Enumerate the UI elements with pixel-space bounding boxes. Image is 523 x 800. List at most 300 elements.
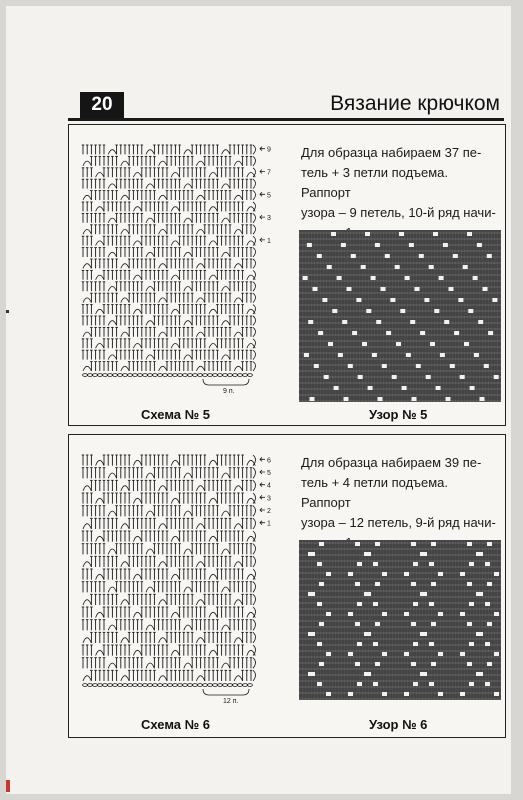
chain-stitch [93,374,98,377]
mesh-hole [458,298,463,302]
mesh-hole [480,397,485,401]
chain-arc [209,309,217,314]
chain-stitch [98,374,103,377]
chain-arc [146,150,154,155]
chain-arc [133,498,141,503]
mesh-hole [381,287,386,291]
chain-arc [171,460,179,465]
chain-arc [234,366,242,371]
mesh-hole [431,582,436,586]
chain-stitch [208,374,213,377]
description-line: тель + 4 петли подъема. Раппорт [301,475,449,510]
chain-stitch [158,374,163,377]
chain-arc [222,321,230,326]
mesh-hole [464,342,469,346]
chain-arc [196,195,204,200]
chain-stitch [208,684,213,687]
mesh-hole [375,542,380,546]
mesh-hole [308,632,313,636]
chain-stitch [213,684,218,687]
chain-arc [222,218,230,223]
mesh-hole [357,682,362,686]
chain-arc [184,549,192,554]
turning-chain [253,531,256,542]
row-number: 7 [267,169,271,177]
chain-arc [209,344,217,349]
mesh-hole [314,364,319,368]
chain-arc [121,524,129,529]
chain-stitch [163,374,168,377]
turning-chain [253,582,256,593]
chain-arc [121,230,129,235]
mesh-hole [319,662,324,666]
mesh-hole [382,692,387,696]
mesh-hole [467,232,472,236]
mesh-hole [382,572,387,576]
mesh-hole [487,254,492,258]
mesh-hole [438,652,443,656]
mesh-hole [467,582,472,586]
mesh-hole [319,582,324,586]
mesh-hole [307,243,312,247]
chain-arc [108,355,116,360]
scheme-caption-6: Схема № 6 [141,717,210,732]
turning-chain [253,270,256,279]
mesh-hole [319,542,324,546]
pattern-panel-5 [68,124,506,426]
mesh-hole [351,254,356,258]
chain-arc [222,511,230,516]
chain-arc [196,524,204,529]
chain-arc [146,355,154,360]
chain-arc [146,473,154,478]
turning-chain [253,259,256,268]
chain-arc [146,218,154,223]
row-arrow [260,147,265,151]
chain-stitch [173,374,178,377]
chain-stitch [238,684,243,687]
chain-stitch [218,374,223,377]
chain-stitch [113,684,118,687]
mesh-hole [433,232,438,236]
chain-arc [171,173,179,178]
mesh-hole [331,232,336,236]
mesh-hole [487,662,492,666]
mesh-hole [355,622,360,626]
chain-arc [146,549,154,554]
chain-arc [108,473,116,478]
row-number: 4 [267,482,271,490]
crochet-scheme-6 [77,445,273,705]
mesh-hole [460,652,465,656]
description-line: Для образца набираем 37 пе- [301,145,482,160]
mesh-hole [412,397,417,401]
chain-arc [234,161,242,166]
mesh-hole [468,309,473,313]
turning-chain [253,362,256,371]
turning-chain [253,293,256,302]
chain-arc [234,332,242,337]
chain-arc [83,264,91,269]
chain-arc [159,638,167,643]
chain-stitch [223,374,228,377]
chain-arc [159,524,167,529]
mesh-hole [399,232,404,236]
scan-dot [6,310,9,313]
mesh-hole [348,652,353,656]
chain-arc [121,638,129,643]
chain-arc [146,663,154,668]
mesh-hole [404,612,409,616]
chain-arc [171,207,179,212]
mesh-hole [347,287,352,291]
chain-stitch [203,684,208,687]
chain-arc [196,486,204,491]
chain-arc [234,195,242,200]
chain-arc [234,298,242,303]
chain-arc [108,663,116,668]
mesh-hole [487,582,492,586]
mesh-hole [373,682,378,686]
row-number: 6 [267,457,271,465]
chain-arc [196,161,204,166]
mesh-hole [355,662,360,666]
chain-arc [96,275,104,280]
mesh-hole [494,572,499,576]
chain-arc [171,241,179,246]
turning-chain [253,350,256,359]
chain-arc [234,676,242,681]
mesh-hole [357,642,362,646]
chain-arc [108,549,116,554]
chain-stitch [193,374,198,377]
mesh-hole [438,692,443,696]
row-number: 1 [267,237,271,245]
mesh-hole [429,602,434,606]
chain-arc [121,195,129,200]
mesh-hole [411,662,416,666]
chain-arc [133,173,141,178]
chain-arc [184,473,192,478]
scheme-diagram-6 [77,445,273,705]
mesh-hole [413,602,418,606]
mesh-hole [434,309,439,313]
chain-stitch [198,374,203,377]
mesh-hole [304,353,309,357]
mesh-hole [485,642,490,646]
scheme-caption-5: Схема № 5 [141,407,210,422]
mesh-hole [420,552,425,556]
mesh-hole [478,320,483,324]
mesh-hole [429,682,434,686]
row-arrow [260,170,265,174]
chain-arc [184,355,192,360]
mesh-hole [375,582,380,586]
turning-chain [253,506,256,517]
mesh-hole [378,397,383,401]
mesh-hole [375,662,380,666]
chain-arc [108,587,116,592]
chain-arc [83,524,91,529]
mesh-hole [484,364,489,368]
row-arrow [260,238,265,242]
turning-chain [253,236,256,245]
chain-arc [146,184,154,189]
chain-arc [234,264,242,269]
mesh-hole [342,320,347,324]
turning-chain [253,327,256,336]
chain-arc [108,625,116,630]
turning-chain [253,305,256,314]
mesh-hole [436,386,441,390]
chain-arc [159,562,167,567]
mesh-hole [454,331,459,335]
chain-stitch [103,374,108,377]
turning-chain [253,645,256,656]
turning-chain [253,455,256,466]
description-line: тель + 3 петли подъема. Раппорт [301,165,449,200]
chain-arc [209,612,217,617]
scheme-diagram-5 [77,135,273,395]
description-6 [301,453,497,553]
repeat-bracket [203,689,249,695]
turning-chain [253,202,256,211]
mesh-hole [473,276,478,280]
chain-stitch [138,374,143,377]
chain-arc [184,252,192,257]
mesh-hole [308,672,313,676]
chain-stitch [128,684,133,687]
chain-arc [96,460,104,465]
mesh-hole [317,254,322,258]
chain-stitch [123,684,128,687]
mesh-hole [355,542,360,546]
chain-arc [209,173,217,178]
mesh-hole [439,276,444,280]
chain-arc [96,173,104,178]
chain-arc [121,562,129,567]
chain-stitch [118,374,123,377]
chain-arc [159,366,167,371]
mesh-hole [450,364,455,368]
mesh-hole [308,552,313,556]
chain-arc [159,486,167,491]
description-line: Для образца набираем 39 пе- [301,455,482,470]
chain-stitch [198,684,203,687]
mesh-hole [372,353,377,357]
mesh-hole [317,562,322,566]
chain-arc [146,287,154,292]
mesh-hole [375,243,380,247]
mesh-hole [406,353,411,357]
mesh-hole [375,622,380,626]
chain-arc [108,287,116,292]
mesh-hole [469,682,474,686]
chain-arc [184,287,192,292]
mesh-hole [485,682,490,686]
mesh-hole [348,612,353,616]
chain-arc [196,264,204,269]
chain-arc [234,562,242,567]
chain-arc [121,366,129,371]
mesh-hole [460,612,465,616]
mesh-hole [366,309,371,313]
mesh-hole [477,243,482,247]
chain-arc [209,498,217,503]
mesh-hole [364,672,369,676]
chain-arc [222,663,230,668]
turning-chain [253,168,256,177]
chain-arc [96,241,104,246]
mesh-hole [365,232,370,236]
chain-stitch [228,684,233,687]
mesh-hole [467,662,472,666]
mesh-hole [310,397,315,401]
chain-arc [83,486,91,491]
chain-stitch [143,374,148,377]
chain-arc [171,612,179,617]
mesh-hole [429,642,434,646]
mesh-hole [483,287,488,291]
turning-chain [253,468,256,479]
chain-stitch [148,684,153,687]
mesh-hole [362,342,367,346]
mesh-hole [317,642,322,646]
chain-arc [146,252,154,257]
chain-stitch [233,374,238,377]
chain-arc [83,676,91,681]
turning-chain [253,670,256,681]
mesh-hole [382,612,387,616]
mesh-hole [324,375,329,379]
mesh-hole [438,572,443,576]
row-arrow [260,521,265,525]
turning-chain [253,213,256,222]
turning-chain [253,594,256,605]
chain-arc [196,600,204,605]
mesh-hole [413,682,418,686]
mesh-hole [382,652,387,656]
chain-arc [234,524,242,529]
chain-arc [209,275,217,280]
turning-chain [253,145,256,154]
page-number: 20 [80,92,124,118]
mesh-hole [460,692,465,696]
chain-stitch [88,684,93,687]
mesh-hole [341,243,346,247]
turning-chain [253,493,256,504]
mesh-hole [492,298,497,302]
chain-stitch [228,374,233,377]
chain-arc [121,298,129,303]
mesh-hole [357,602,362,606]
chain-stitch [98,684,103,687]
chain-arc [234,600,242,605]
mesh-hole [322,298,327,302]
crochet-scheme-5 [77,135,273,395]
chain-stitch [193,684,198,687]
chain-arc [146,511,154,516]
mesh-hole [420,672,425,676]
chain-arc [83,638,91,643]
mesh-hole [460,375,465,379]
mesh-hole [395,265,400,269]
mesh-hole [364,552,369,556]
chain-stitch [203,374,208,377]
chain-arc [108,218,116,223]
mesh-hole [364,592,369,596]
turning-chain [253,569,256,580]
chain-arc [159,161,167,166]
chain-stitch [133,684,138,687]
chain-arc [234,486,242,491]
mesh-hole [431,662,436,666]
mesh-hole [358,375,363,379]
mesh-hole [348,572,353,576]
chain-arc [159,298,167,303]
row-number: 3 [267,495,271,503]
chain-arc [133,309,141,314]
page-header [68,90,504,121]
mesh-hole [356,298,361,302]
mesh-hole [476,592,481,596]
chain-arc [133,344,141,349]
chain-arc [83,230,91,235]
mesh-hole [410,320,415,324]
mesh-hole [453,254,458,258]
chain-arc [209,536,217,541]
chain-stitch [243,684,248,687]
turning-chain [253,607,256,618]
chain-arc [108,150,116,155]
repeat-bracket [203,379,249,385]
chain-arc [171,344,179,349]
chain-arc [184,587,192,592]
chain-stitch [168,684,173,687]
chain-stitch [243,374,248,377]
mesh-hole [373,562,378,566]
chain-arc [196,230,204,235]
chain-arc [209,241,217,246]
mesh-hole [440,353,445,357]
mesh-hole [382,364,387,368]
turning-chain [253,248,256,257]
chain-stitch [188,374,193,377]
mesh-hole [438,612,443,616]
chain-arc [184,150,192,155]
turning-chain [253,556,256,567]
pattern-photo-5 [299,230,501,402]
mesh-hole [409,243,414,247]
mesh-hole [431,622,436,626]
mesh-hole [419,254,424,258]
chain-arc [83,195,91,200]
turning-chain [253,480,256,491]
mesh-hole [420,592,425,596]
turning-chain [253,191,256,200]
chain-arc [222,252,230,257]
turning-chain [253,518,256,529]
chain-stitch [123,374,128,377]
mesh-hole [348,692,353,696]
row-number: 5 [267,470,271,477]
mesh-hole [355,582,360,586]
row-arrow [260,483,265,487]
row-number: 9 [267,146,271,154]
mesh-hole [488,331,493,335]
chain-arc [196,298,204,303]
turning-chain [253,544,256,555]
